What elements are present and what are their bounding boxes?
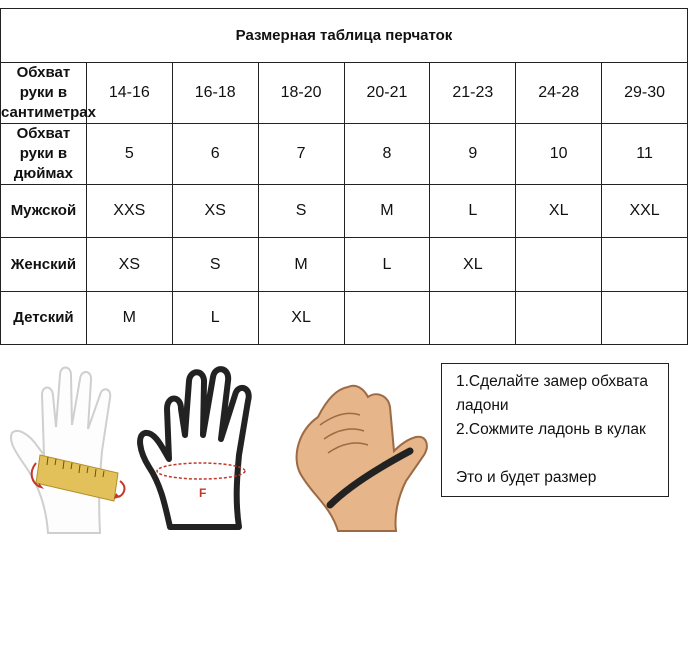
instruction-line: 1.Сделайте замер обхвата [456,373,648,390]
table-cell: 24-28 [516,63,602,124]
row-label: Женский [1,238,87,292]
size-table [0,8,688,345]
table-row [1,292,688,345]
table-cell: 20-21 [344,63,430,124]
instruction-line: ладони [456,397,509,414]
table-cell: XL [258,292,344,345]
table-cell: XS [172,185,258,238]
table-cell: 7 [258,124,344,185]
table-cell [344,292,430,345]
table-cell [602,238,688,292]
table-cell [602,292,688,345]
table-cell: M [258,238,344,292]
table-cell: L [430,185,516,238]
row-label: Обхват руки в дюймах [1,124,87,185]
table-cell: M [344,185,430,238]
table-title: Размерная таблица перчаток [1,9,688,63]
fist-measure-icon [290,355,440,535]
table-row [1,63,688,124]
table-row [1,238,688,292]
table-cell: 6 [172,124,258,185]
table-cell: S [258,185,344,238]
row-label: Детский [1,292,87,345]
table-cell: 11 [602,124,688,185]
table-cell: 9 [430,124,516,185]
table-cell: XXL [602,185,688,238]
row-label: Обхват руки в сантиметрах [1,63,87,124]
table-cell: XL [430,238,516,292]
table-cell: 18-20 [258,63,344,124]
instruction-line: 2.Сожмите ладонь в кулак [456,421,646,438]
table-cell: L [172,292,258,345]
table-cell: 8 [344,124,430,185]
table-cell [430,292,516,345]
table-cell: 14-16 [86,63,172,124]
hand-outline-measure-icon [135,355,275,535]
row-label: Мужской [1,185,87,238]
table-row [1,185,688,238]
table-cell: XL [516,185,602,238]
table-cell: 29-30 [602,63,688,124]
table-cell: 10 [516,124,602,185]
table-cell: 16-18 [172,63,258,124]
instructions-box [441,363,669,497]
table-row [1,124,688,185]
instruction-line: Это и будет размер [456,469,597,486]
hand-with-measuring-tape-icon [8,355,138,535]
table-cell [516,292,602,345]
table-cell: M [86,292,172,345]
table-cell: XS [86,238,172,292]
table-cell: 5 [86,124,172,185]
table-cell [516,238,602,292]
table-cell: L [344,238,430,292]
measure-label: F [199,486,207,500]
table-cell: 21-23 [430,63,516,124]
table-cell: XXS [86,185,172,238]
table-cell: S [172,238,258,292]
